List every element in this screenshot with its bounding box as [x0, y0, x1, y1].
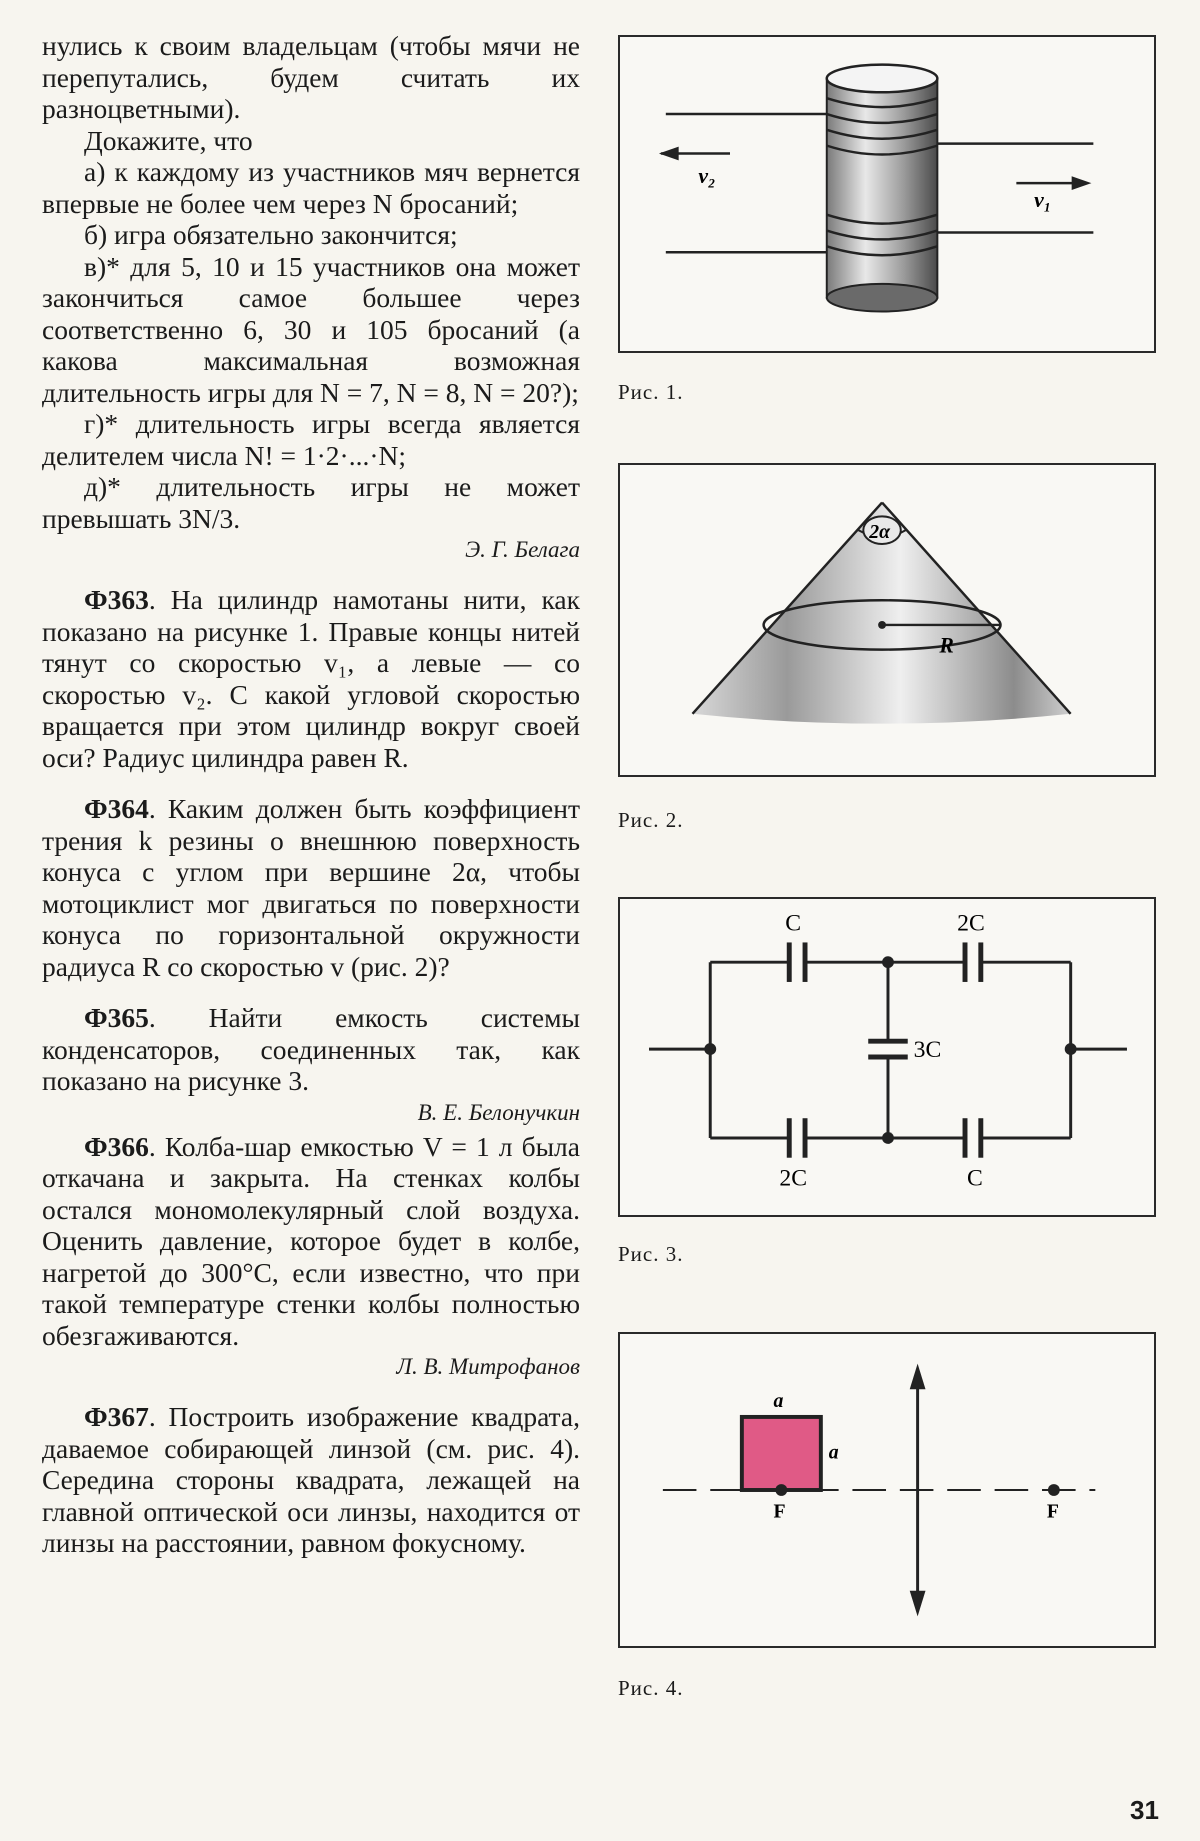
problem-366	[42, 1131, 580, 1352]
problem-363-text: . На цилиндр намотаны нити, как показано на рисунке 1. Правые концы нитей тянут со скоростью v₁, а левые — со скоростью v₂. С какой угловой скоростью вращается при этом цилиндр вокруг своей оси? Радиус цилиндра равен R.	[42, 584, 580, 773]
arrow-v1-head	[1072, 176, 1092, 190]
paragraph-continuation: нулись к своим владельцам (чтобы мячи не перепутались, будем считать их разноцветными).	[42, 30, 580, 124]
label-v1: v₁	[1034, 187, 1052, 212]
problem-364-text: . Каким должен быть коэффициент трения k резины о внешнюю поверхность конуса с углом при вершине 2α, чтобы мотоциклист мог двигаться по поверхности конуса по горизонтальной окружности радиуса R со скоростью v (рис. 2)?	[42, 793, 580, 982]
item-a: а) к каждому из участников мяч вернется впервые не более чем через N бросаний;	[42, 156, 580, 219]
figure-4-lens	[618, 1332, 1156, 1648]
problem-365-text: . Найти емкость системы конденсаторов, соединенных так, как показано на рисунке 3.	[42, 1002, 580, 1096]
cylinder-bottom	[827, 284, 938, 312]
circuit-wires	[649, 962, 1127, 1138]
lens-arrow-bottom	[910, 1591, 926, 1617]
problem-363-number: Ф363	[84, 584, 149, 615]
item-c: в)* для 5, 10 и 15 участников она может закончиться самое большее через соответственно 6, 30 и 105 бросаний (а какова максимальная возможная длительность игры для N = 7, N = 8, N = 20?);	[42, 250, 580, 408]
problem-367	[42, 1401, 580, 1559]
label-v2: v₂	[698, 164, 716, 189]
caption-fig4: Рис. 4.	[618, 1676, 684, 1700]
figure-3-circuit	[618, 897, 1156, 1217]
figure-2-cone	[618, 463, 1156, 777]
problem-366-number: Ф366	[84, 1130, 149, 1162]
label-radius: R	[939, 633, 954, 658]
figure-1-cylinder	[618, 35, 1156, 353]
caption-fig1: Рис. 1.	[618, 380, 684, 404]
figure-2-svg	[620, 465, 1154, 775]
page-number: 31	[1130, 1795, 1159, 1825]
label-c-top-right: 2C	[957, 910, 985, 937]
label-angle: 2α	[869, 521, 891, 544]
label-c-top-left: C	[785, 910, 802, 937]
label-c-bottom-right: C	[966, 1165, 983, 1192]
problem-367-text: . Построить изображение квадрата, даваемое собирающей линзой (см. рис. 4). Середина стороны квадрата, лежащей на главной оптической оси линзы, находится от линзы на расстоянии, равном фокусному.	[42, 1401, 580, 1558]
problem-363	[42, 584, 580, 773]
figure-1-svg	[620, 37, 1154, 351]
author-belaga: Э. Г. Белага	[465, 537, 580, 562]
item-b: б) игра обязательно закончится;	[84, 219, 458, 250]
problem-365-number: Ф365	[84, 1002, 149, 1033]
pink-square	[742, 1417, 821, 1490]
item-d: г)* длительность игры всегда является делителем числа N! = 1·2·...·N;	[42, 408, 580, 471]
junction-nodes	[704, 956, 1076, 1144]
author-belonuchkin: В. Е. Белонучкин	[417, 1099, 580, 1125]
label-c-bottom-left: 2C	[779, 1165, 808, 1192]
figure-4-svg	[620, 1334, 1154, 1646]
caption-fig3: Рис. 3.	[618, 1242, 684, 1266]
author-mitrofanov: Л. В. Митрофанов	[396, 1354, 580, 1379]
item-e: д)* длительность игры не может превышать 3N/3.	[42, 471, 580, 534]
label-side-top: a	[773, 1390, 784, 1413]
cylinder-top	[827, 65, 938, 93]
problem-364-number: Ф364	[84, 793, 149, 824]
cylinder-body	[827, 78, 938, 297]
focus-left-point	[775, 1484, 787, 1496]
problem-367-number: Ф367	[84, 1401, 149, 1432]
problem-365	[42, 1002, 580, 1097]
focus-right-point	[1048, 1484, 1060, 1496]
arrow-v2-head	[659, 147, 679, 161]
text-column	[42, 30, 580, 1559]
problem-364	[42, 793, 580, 982]
label-c-middle: 3C	[913, 1037, 942, 1063]
label-side-right: a	[828, 1441, 839, 1464]
figure-3-svg	[620, 899, 1154, 1215]
paragraph-prove: Докажите, что	[84, 124, 253, 156]
label-focus-right: F	[1046, 1500, 1060, 1523]
caption-fig2: Рис. 2.	[618, 808, 684, 832]
problem-366-text: . Колба-шар емкостью V = 1 л была откачана и закрыта. На стенках колбы остался мономолекулярный слой воздуха. Оценить давление, которое будет в колбе, нагретой до 300°С, если известно, что при такой температуре стенки колбы полностью обезгаживаются.	[42, 1130, 580, 1351]
label-focus-left: F	[773, 1500, 786, 1523]
lens-arrow-top	[910, 1364, 926, 1390]
center-point	[878, 621, 886, 629]
capacitor-plates	[789, 942, 981, 1157]
